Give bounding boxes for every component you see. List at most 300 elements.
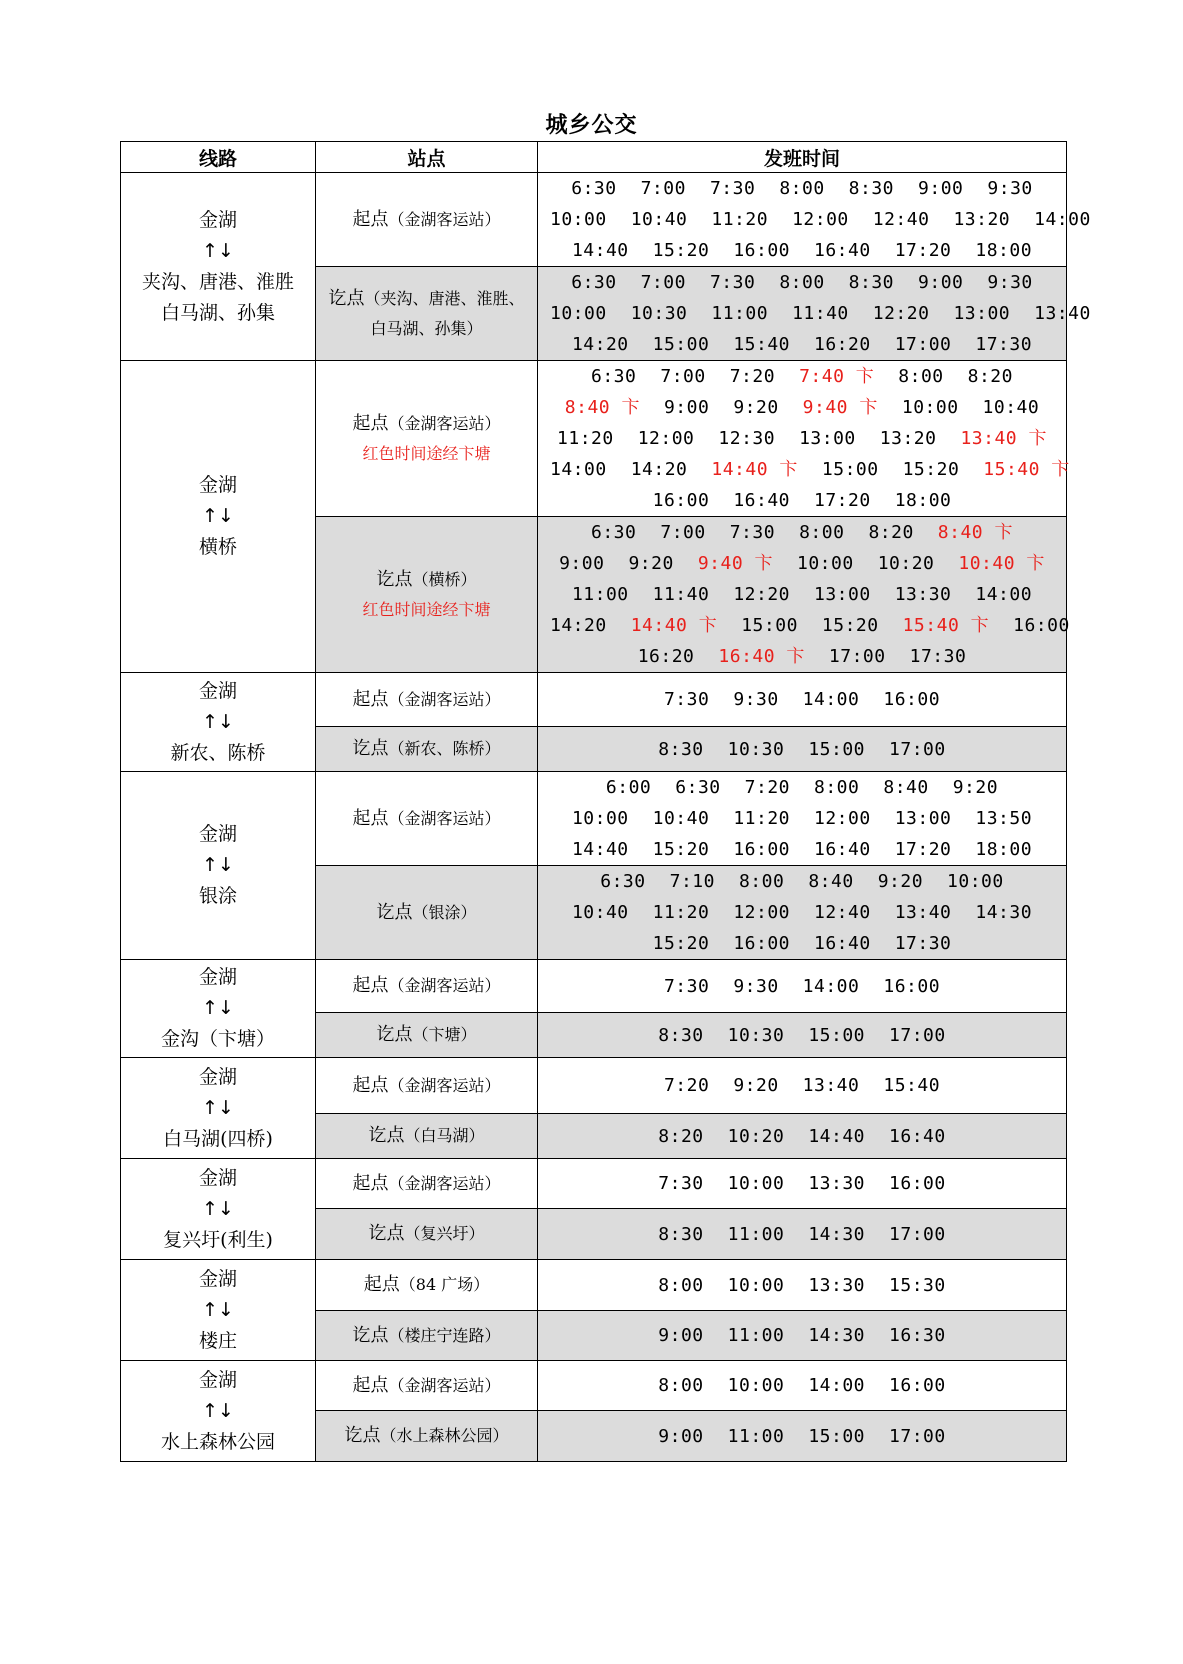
departure-times-cell	[538, 960, 1067, 1013]
time-line	[538, 928, 1066, 959]
departure-time: 14:40	[571, 839, 629, 860]
departure-time: 8:00	[799, 522, 845, 543]
departure-times-cell	[538, 267, 1091, 361]
route-origin: 金湖	[198, 823, 237, 845]
departure-time: 10:30	[727, 1024, 785, 1046]
departure-time: 14:00	[550, 459, 607, 480]
departure-time: 9:30	[733, 975, 779, 997]
departure-time: 10:40	[571, 902, 629, 923]
route-origin: 金湖	[198, 208, 237, 231]
departure-time: 8:20	[658, 1125, 704, 1147]
departure-time-via-biantang: 15:40 卞	[902, 615, 990, 636]
departure-time: 8:00	[779, 272, 825, 293]
departure-time: 10:00	[901, 397, 959, 418]
departure-time: 14:40	[571, 240, 629, 261]
departure-time: 14:30	[808, 1223, 866, 1245]
departure-time: 15:40	[733, 334, 790, 355]
stop-detail: （水上森林公园）	[380, 1426, 509, 1445]
departure-time: 12:00	[814, 808, 871, 829]
departure-time: 13:20	[953, 209, 1011, 230]
departure-time: 7:20	[663, 1075, 710, 1096]
time-line	[538, 548, 1066, 579]
departure-time: 16:00	[1013, 615, 1070, 636]
stop-detail: （夹沟、唐港、淮胜、	[364, 288, 525, 308]
departure-time: 13:40	[894, 902, 952, 923]
departure-time: 13:00	[894, 808, 952, 829]
departure-time: 15:20	[652, 240, 710, 261]
header-times: 发班时间	[538, 142, 1067, 173]
stop-end-cell	[316, 1114, 538, 1159]
departure-time: 15:00	[808, 738, 866, 760]
departure-time: 14:20	[630, 459, 688, 480]
stop-label: 起点	[352, 1374, 389, 1396]
stop-detail: （复兴圩）	[404, 1224, 485, 1243]
stop-label: 讫点	[376, 901, 413, 923]
time-line	[538, 579, 1066, 610]
time-line	[538, 803, 1066, 834]
departure-time-via-biantang: 16:40 卞	[718, 646, 805, 667]
departure-time: 8:30	[848, 272, 895, 293]
departure-time: 9:30	[733, 689, 779, 710]
departure-time: 8:20	[868, 522, 914, 543]
departure-time: 9:00	[918, 272, 964, 293]
departure-times-cell	[538, 866, 1067, 960]
stop-label: 讫点	[352, 738, 389, 759]
time-line	[538, 684, 1066, 715]
departure-time: 13:30	[808, 1274, 866, 1296]
departure-time: 7:30	[709, 178, 756, 199]
stop-detail: （银涂）	[412, 902, 477, 922]
bidirectional-arrow-icon: ↑↓	[202, 1399, 234, 1422]
stop-end-cell	[316, 1311, 538, 1361]
departure-time: 7:00	[640, 272, 686, 293]
departure-time: 7:30	[663, 689, 710, 710]
departure-times-cell	[538, 772, 1067, 866]
departure-time: 10:00	[727, 1274, 785, 1296]
route-row	[121, 1361, 1067, 1411]
departure-times-cell	[538, 361, 1070, 517]
time-line	[538, 517, 1066, 548]
departure-time: 12:40	[872, 209, 930, 230]
time-line	[538, 423, 1066, 454]
stop-start-cell	[316, 1361, 538, 1411]
departure-time: 13:00	[814, 584, 871, 605]
departure-time: 17:00	[889, 738, 946, 760]
departure-time: 8:20	[967, 366, 1013, 387]
departure-time-via-biantang: 9:40 卞	[697, 553, 773, 574]
departure-time: 11:40	[652, 584, 710, 605]
stop-end-cell	[316, 1013, 538, 1058]
stop-end-cell	[316, 267, 538, 361]
stop-end-cell	[316, 517, 538, 673]
route-origin: 金湖	[198, 1166, 237, 1189]
stop-detail: （新农、陈桥）	[388, 739, 501, 758]
time-line	[538, 267, 1066, 298]
bidirectional-arrow-icon: ↑↓	[202, 505, 234, 527]
page-title: 城乡公交	[545, 112, 638, 138]
departure-time-via-biantang: 9:40 卞	[802, 397, 878, 418]
departure-time: 8:00	[738, 871, 785, 892]
time-line	[538, 834, 1066, 865]
departure-time: 16:30	[889, 1325, 946, 1346]
departure-time: 11:20	[733, 808, 790, 829]
departure-times-cell	[538, 173, 1091, 267]
route-destination: 复兴圩(利生)	[163, 1228, 273, 1251]
route-destination: 银涂	[198, 885, 237, 907]
departure-time: 9:20	[628, 553, 674, 574]
time-line	[538, 454, 1070, 485]
departure-time: 8:40	[883, 777, 929, 798]
time-line	[538, 361, 1066, 392]
departure-times-cell	[538, 1361, 1067, 1411]
departure-time: 14:20	[571, 334, 629, 355]
stop-label: 起点	[352, 688, 389, 710]
route-name-cell	[121, 772, 316, 960]
departure-time: 18:00	[975, 839, 1033, 860]
stop-detail: （卞塘）	[412, 1025, 477, 1044]
time-line	[538, 772, 1066, 803]
route-destination: 夹沟、唐港、淮胜	[141, 270, 294, 293]
departure-time: 9:00	[918, 178, 964, 199]
route-name-cell	[121, 960, 316, 1058]
stop-detail: （84 广场）	[399, 1275, 490, 1294]
stop-note: 红色时间途经卞塘	[362, 599, 491, 619]
route-name-cell	[121, 1260, 316, 1361]
departure-time: 10:00	[947, 871, 1004, 892]
departure-time: 14:40	[808, 1125, 866, 1147]
departure-time: 7:20	[744, 777, 790, 798]
departure-time: 11:20	[711, 209, 769, 230]
route-destination: 白马湖、孙集	[160, 301, 275, 324]
departure-times-cell	[538, 673, 1067, 727]
departure-time: 15:00	[652, 334, 710, 355]
departure-time: 16:40	[733, 490, 790, 511]
departure-time: 9:00	[658, 1425, 704, 1447]
departure-time: 10:40	[982, 397, 1040, 418]
route-origin: 金湖	[198, 1065, 237, 1088]
stop-detail: （横桥）	[412, 569, 477, 589]
departure-time: 16:40	[814, 933, 871, 954]
departure-time: 11:00	[711, 303, 769, 324]
header-stop: 站点	[316, 142, 538, 173]
time-line	[538, 392, 1066, 423]
departure-time: 13:40	[802, 1075, 860, 1096]
stop-label: 起点	[352, 208, 389, 230]
departure-time: 16:00	[889, 1375, 946, 1396]
departure-time: 8:00	[779, 178, 825, 199]
departure-time: 12:00	[637, 428, 695, 449]
bidirectional-arrow-icon: ↑↓	[202, 997, 234, 1019]
departure-time: 16:20	[637, 646, 695, 667]
departure-time: 14:00	[802, 975, 860, 997]
route-row	[121, 173, 1067, 267]
departure-time: 17:30	[975, 334, 1033, 355]
departure-time: 7:00	[660, 522, 706, 543]
stop-detail: （金湖客运站）	[388, 1075, 501, 1095]
route-name-cell	[121, 361, 316, 673]
departure-time: 14:00	[975, 584, 1033, 605]
route-name-cell	[121, 1361, 316, 1462]
route-destination: 金沟（卞塘）	[160, 1028, 275, 1050]
route-row	[121, 772, 1067, 866]
stop-label: 讫点	[376, 1024, 413, 1045]
departure-time: 14:00	[1034, 209, 1091, 230]
time-line	[538, 235, 1066, 266]
departure-time: 17:00	[894, 334, 952, 355]
stop-start-cell	[316, 772, 538, 866]
stop-note: 红色时间途经卞塘	[362, 443, 491, 463]
departure-time: 15:00	[808, 1024, 866, 1046]
departure-time: 17:30	[909, 646, 967, 667]
stop-detail: （楼庄宁连路）	[388, 1325, 501, 1345]
departure-time: 7:30	[729, 522, 776, 543]
departure-time-via-biantang: 7:40 卞	[799, 366, 875, 387]
departure-times-cell	[538, 1311, 1067, 1361]
departure-time: 13:20	[879, 428, 937, 449]
departure-time: 18:00	[975, 240, 1033, 261]
departure-times-cell	[538, 517, 1070, 673]
stop-start-cell	[316, 673, 538, 727]
stop-detail: （金湖客运站）	[388, 1173, 501, 1193]
departure-time: 15:40	[883, 1075, 941, 1096]
departure-time: 8:00	[658, 1375, 704, 1396]
time-line	[538, 1168, 1066, 1199]
departure-times-cell	[538, 1159, 1067, 1209]
departure-time: 15:30	[889, 1274, 946, 1296]
departure-time: 12:40	[814, 902, 871, 923]
departure-time: 17:00	[828, 646, 886, 667]
route-destination: 新农、陈桥	[170, 741, 266, 764]
stop-end-cell	[316, 1411, 538, 1462]
time-line	[538, 485, 1066, 516]
departure-time-via-biantang: 14:40 卞	[711, 459, 798, 480]
route-name-cell	[121, 173, 316, 361]
stop-label: 起点	[352, 1172, 389, 1194]
departure-time: 16:40	[814, 240, 871, 261]
departure-time: 15:20	[821, 615, 879, 636]
stop-label: 讫点	[368, 1125, 405, 1146]
departure-time: 17:20	[894, 839, 952, 860]
time-line	[538, 1219, 1066, 1250]
departure-time: 15:00	[821, 459, 879, 480]
departure-time: 7:00	[640, 178, 686, 199]
departure-time: 11:00	[727, 1325, 785, 1346]
departure-time: 17:20	[814, 490, 871, 511]
departure-time: 7:30	[658, 1173, 704, 1194]
stop-detail: （金湖客运站）	[388, 976, 501, 995]
departure-time: 7:30	[663, 975, 710, 997]
route-origin: 金湖	[198, 1368, 237, 1391]
departure-time: 14:20	[550, 615, 607, 636]
time-line	[538, 298, 1091, 329]
departure-time: 10:30	[630, 303, 688, 324]
departure-time: 8:00	[898, 366, 944, 387]
route-destination: 水上森林公园	[160, 1430, 275, 1453]
departure-time: 18:00	[894, 490, 952, 511]
departure-time: 10:30	[727, 738, 785, 760]
departure-time-via-biantang: 8:40 卞	[564, 397, 640, 418]
departure-time: 16:00	[889, 1173, 946, 1194]
departure-time: 8:30	[658, 1024, 704, 1046]
departure-time: 8:00	[814, 777, 860, 798]
departure-time: 9:00	[658, 1325, 704, 1346]
departure-time: 16:00	[883, 689, 941, 710]
departure-time: 7:10	[669, 871, 715, 892]
bidirectional-arrow-icon: ↑↓	[202, 854, 234, 876]
bidirectional-arrow-icon: ↑↓	[202, 710, 234, 733]
stop-detail: （金湖客运站）	[388, 209, 501, 229]
route-row	[121, 1260, 1067, 1311]
stop-label: 起点	[363, 1274, 400, 1295]
departure-time: 10:40	[652, 808, 710, 829]
stop-label: 讫点	[368, 1223, 405, 1244]
departure-time: 6:30	[591, 366, 637, 387]
departure-time: 10:00	[727, 1173, 785, 1194]
departure-time: 6:30	[571, 272, 617, 293]
schedule-table	[120, 141, 1091, 1462]
bidirectional-arrow-icon: ↑↓	[202, 1197, 234, 1220]
departure-time: 7:20	[729, 366, 776, 387]
bidirectional-arrow-icon: ↑↓	[202, 239, 234, 262]
departure-time: 8:30	[658, 1223, 704, 1245]
stop-detail: （金湖客运站）	[388, 413, 501, 433]
time-line	[538, 1320, 1066, 1351]
departure-time: 11:00	[727, 1425, 785, 1447]
departure-time: 17:30	[894, 933, 952, 954]
bidirectional-arrow-icon: ↑↓	[202, 1298, 234, 1321]
departure-time: 16:00	[883, 975, 941, 997]
route-destination: 横桥	[198, 536, 237, 558]
schedule-body	[121, 173, 1091, 1462]
stop-label: 讫点	[328, 287, 365, 309]
time-line	[538, 173, 1066, 204]
stop-label: 讫点	[352, 1324, 389, 1346]
departure-time: 17:00	[889, 1024, 946, 1046]
departure-times-cell	[538, 1411, 1067, 1462]
stop-label: 讫点	[376, 568, 413, 590]
departure-time: 17:20	[894, 240, 952, 261]
departure-time: 12:00	[733, 902, 790, 923]
departure-time: 16:00	[733, 839, 790, 860]
stop-detail: （金湖客运站）	[388, 1375, 501, 1395]
route-name-cell	[121, 1058, 316, 1159]
departure-times-cell	[538, 1013, 1067, 1058]
departure-time: 9:20	[733, 397, 779, 418]
departure-time: 10:20	[877, 553, 935, 574]
time-line	[538, 971, 1066, 1002]
stop-detail: （金湖客运站）	[388, 808, 501, 828]
departure-time: 9:20	[733, 1075, 779, 1096]
route-destination: 楼庄	[198, 1329, 237, 1352]
departure-time-via-biantang: 10:40 卞	[958, 553, 1045, 574]
departure-time: 16:20	[814, 334, 871, 355]
bidirectional-arrow-icon: ↑↓	[202, 1096, 234, 1119]
departure-time: 16:00	[733, 240, 790, 261]
departure-time: 10:00	[550, 209, 607, 230]
departure-time: 17:00	[889, 1223, 946, 1245]
time-line	[538, 1020, 1066, 1051]
departure-time: 6:00	[605, 777, 652, 798]
departure-time: 7:00	[660, 366, 706, 387]
stop-label: 讫点	[344, 1425, 381, 1446]
departure-time: 8:40	[808, 871, 854, 892]
departure-time: 9:20	[877, 871, 924, 892]
departure-time-via-biantang: 8:40 卞	[937, 522, 1013, 543]
stop-start-cell	[316, 1159, 538, 1209]
departure-time: 14:00	[802, 689, 860, 710]
departure-time: 11:00	[727, 1223, 785, 1245]
stop-end-cell	[316, 727, 538, 772]
stop-start-cell	[316, 361, 538, 517]
departure-time: 12:20	[733, 584, 790, 605]
departure-time: 12:00	[792, 209, 849, 230]
route-row	[121, 960, 1067, 1013]
stop-detail: （金湖客运站）	[388, 689, 501, 709]
departure-times-cell	[538, 1260, 1067, 1311]
departure-time-via-biantang: 15:40 卞	[983, 459, 1070, 480]
stop-label: 起点	[352, 412, 389, 434]
stop-detail: （白马湖）	[404, 1126, 485, 1145]
departure-time: 10:00	[727, 1375, 785, 1396]
departure-time: 15:00	[808, 1425, 866, 1447]
header-row	[121, 142, 1067, 173]
departure-time: 15:20	[652, 933, 710, 954]
route-name-cell	[121, 1159, 316, 1260]
header-route: 线路	[121, 142, 316, 173]
departure-time: 10:00	[797, 553, 854, 574]
time-line	[538, 734, 1066, 765]
stop-label: 起点	[352, 807, 389, 829]
route-destination: 白马湖(四桥)	[163, 1127, 273, 1150]
stop-start-cell	[316, 173, 538, 267]
time-line	[538, 641, 1066, 672]
time-line	[538, 866, 1066, 897]
departure-time: 14:30	[808, 1325, 866, 1346]
departure-time: 12:20	[872, 303, 930, 324]
departure-time: 13:40	[1034, 303, 1091, 324]
route-row	[121, 673, 1067, 727]
time-line	[538, 610, 1070, 641]
departure-time: 11:20	[652, 902, 710, 923]
time-line	[538, 1121, 1066, 1152]
time-line	[538, 897, 1066, 928]
departure-time: 16:40	[889, 1125, 946, 1147]
time-line	[538, 1070, 1066, 1101]
departure-time: 9:00	[559, 553, 605, 574]
route-row	[121, 361, 1067, 517]
stop-start-cell	[316, 960, 538, 1013]
departure-time: 14:00	[808, 1375, 866, 1396]
departure-time: 13:00	[953, 303, 1011, 324]
departure-times-cell	[538, 727, 1067, 772]
time-line	[538, 329, 1066, 360]
time-line	[538, 204, 1091, 235]
departure-time: 13:50	[975, 808, 1033, 829]
departure-time: 13:30	[808, 1173, 866, 1194]
departure-time: 11:20	[557, 428, 614, 449]
departure-time: 14:30	[975, 902, 1033, 923]
departure-time: 9:00	[663, 397, 710, 418]
stop-detail-cont: 白马湖、孙集）	[370, 318, 483, 338]
route-row	[121, 1058, 1067, 1114]
departure-time: 13:30	[894, 584, 952, 605]
departure-time: 6:30	[591, 522, 637, 543]
departure-time: 8:30	[848, 178, 895, 199]
departure-time: 16:40	[814, 839, 871, 860]
departure-time: 16:00	[652, 490, 710, 511]
stop-start-cell	[316, 1260, 538, 1311]
departure-time: 6:30	[675, 777, 721, 798]
